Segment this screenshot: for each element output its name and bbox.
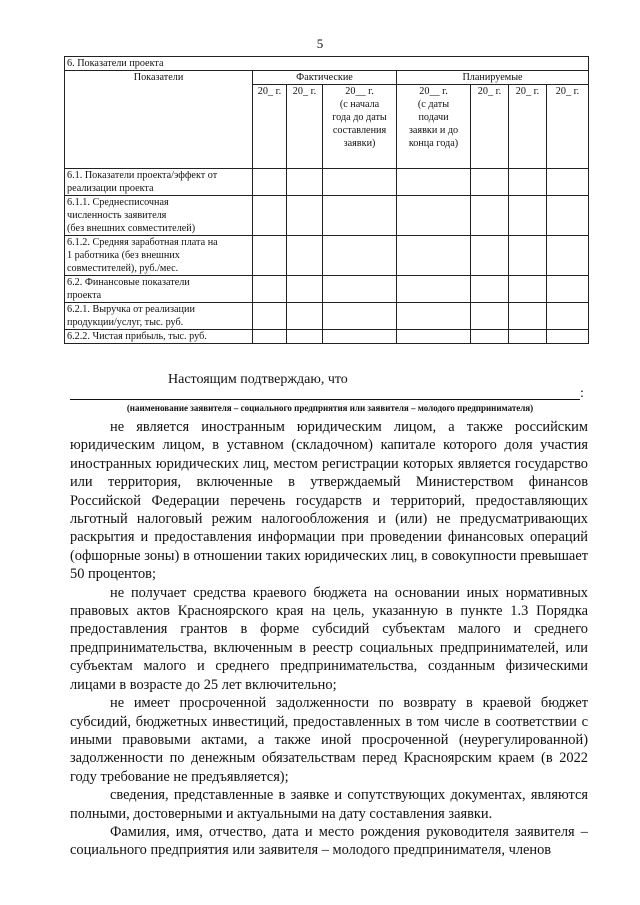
header-line: заявки и до <box>408 125 459 136</box>
paragraph-no-regional-funds: не получает средства краевого бюджета на основании иных нормативных правовых актов Красноярского края на цель, указанную в пункте 1.3 Порядка предоставления грантов в форме субсидий субъектам малого и среднего предпринимательства, включенным в реестр социальных предпринимателей, или субъектам малого и среднего предпринимательства, созданным физическими лицами в возрасте до 25 лет включительно; <box>70 584 588 693</box>
planned-current-year-header <box>397 85 471 169</box>
table-cell <box>323 236 397 276</box>
header-line: 20__ г. <box>419 86 448 97</box>
header-line: составления <box>332 125 387 136</box>
row-label <box>65 330 253 344</box>
table-cell <box>471 276 509 303</box>
table-cell <box>323 330 397 344</box>
row-label <box>65 196 253 236</box>
row-label-line: 1 работника (без внешних <box>67 250 180 261</box>
table-row <box>65 169 589 196</box>
table-cell <box>509 330 547 344</box>
indicators-column-header: Показатели <box>65 71 253 169</box>
row-label-line: 6.2.2. Чистая прибыль, тыс. руб. <box>67 331 207 342</box>
project-indicators-table <box>64 56 589 344</box>
applicant-name-caption: (наименование заявителя – социального предприятия или заявителя – молодого предпринимателя) <box>126 403 534 413</box>
header-line: подачи <box>418 112 449 123</box>
paragraph-not-foreign-entity: не является иностранным юридическим лицом, а также российским юридическим лицом, в уставном (складочном) капитале которого доля участия иностранных юридических лиц, местом регистрации которых является государство или территория, включенные в утверждаемый Министерством финансов Российской Федерации перечень государств и территорий, предоставляющих льготный налоговый режим налогообложения и (или) не предусматривающих раскрытия и предоставления информации при проведении финансовых операций (офшорные зоны) в отношении таких юридических лиц, в совокупности превышает 50 процентов; <box>70 419 588 583</box>
table-cell <box>287 330 323 344</box>
row-label <box>65 303 253 330</box>
actual-current-year-header <box>323 85 397 169</box>
table-cell <box>471 303 509 330</box>
table-row <box>65 236 589 276</box>
table-cell <box>323 276 397 303</box>
row-label-line: 6.1.2. Средняя заработная плата на <box>67 237 218 248</box>
table-row <box>65 330 589 344</box>
planned-year-3-header: 20_ г. <box>547 85 589 169</box>
table-cell <box>253 276 287 303</box>
header-line: конца года) <box>408 138 459 149</box>
paragraph-no-overdue-debt: не имеет просроченной задолженности по возврату в краевой бюджет субсидий, бюджетных инвестиций, предоставленных в том числе в соответствии с иными правовыми актами, а также иной просроченной (неурегулированной) задолженности по денежным обязательствам перед Красноярским краем (в 2022 году требование не предъявляется); <box>70 695 588 785</box>
row-label-line: численность заявителя <box>67 210 167 221</box>
project-indicators-table-wrapper <box>64 56 588 344</box>
table-cell <box>287 236 323 276</box>
row-label-line: 6.2. Финансовые показатели <box>67 277 190 288</box>
paragraph-head-details: Фамилия, имя, отчество, дата и место рождения руководителя заявителя – социального предприятия или заявителя – молодого предпринимателя, членов <box>70 823 588 859</box>
row-label-line: 6.2.1. Выручка от реализации <box>67 304 195 315</box>
planned-year-2-header: 20_ г. <box>509 85 547 169</box>
table-cell <box>287 196 323 236</box>
table-section-title: 6. Показатели проекта <box>65 57 589 71</box>
row-label <box>65 276 253 303</box>
table-cell <box>397 169 471 196</box>
table-cell <box>287 303 323 330</box>
table-cell <box>323 169 397 196</box>
table-cell <box>253 169 287 196</box>
table-cell <box>471 236 509 276</box>
table-cell <box>287 276 323 303</box>
table-cell <box>471 330 509 344</box>
row-label-line: проекта <box>67 290 102 301</box>
table-row <box>65 276 589 303</box>
row-label <box>65 236 253 276</box>
header-line: 20__ г. <box>345 86 374 97</box>
table-cell <box>509 303 547 330</box>
row-label-line: 6.1. Показатели проекта/эффект от <box>67 170 218 181</box>
row-label-line: продукции/услуг, тыс. руб. <box>67 317 184 328</box>
blank-colon: : <box>580 386 584 401</box>
row-label-line: реализации проекта <box>67 183 154 194</box>
table-cell <box>397 236 471 276</box>
planned-year-1-header: 20_ г. <box>471 85 509 169</box>
table-cell <box>323 303 397 330</box>
confirmation-body <box>70 418 588 860</box>
table-cell <box>547 276 589 303</box>
row-label-line: (без внешних совместителей) <box>67 223 196 234</box>
row-label <box>65 169 253 196</box>
actual-year-2-header: 20_ г. <box>287 85 323 169</box>
header-line: года до даты <box>332 112 387 123</box>
table-cell <box>547 303 589 330</box>
table-cell <box>287 169 323 196</box>
applicant-name-blank-line <box>70 399 580 400</box>
table-row <box>65 196 589 236</box>
table-cell <box>509 236 547 276</box>
actual-group-header: Фактические <box>253 71 397 85</box>
row-label-line: совместителей), руб./мес. <box>67 263 179 274</box>
table-cell <box>253 330 287 344</box>
table-cell <box>397 196 471 236</box>
header-line: (с даты <box>417 99 450 110</box>
table-cell <box>509 169 547 196</box>
row-label-line: 6.1.1. Среднесписочная <box>67 197 169 208</box>
table-cell <box>253 196 287 236</box>
header-line: (с начала <box>339 99 380 110</box>
page-number: 5 <box>316 36 324 51</box>
table-cell <box>509 196 547 236</box>
paragraph-information-complete: сведения, представленные в заявке и сопутствующих документах, являются полными, достоверными и актуальными на дату составления заявки. <box>70 787 588 822</box>
table-cell <box>547 236 589 276</box>
actual-year-1-header: 20_ г. <box>253 85 287 169</box>
table-row <box>65 303 589 330</box>
table-cell <box>547 330 589 344</box>
table-cell <box>471 169 509 196</box>
table-cell <box>397 330 471 344</box>
table-cell <box>471 196 509 236</box>
table-cell <box>253 303 287 330</box>
table-cell <box>547 196 589 236</box>
table-cell <box>323 196 397 236</box>
planned-group-header: Планируемые <box>397 71 589 85</box>
table-cell <box>509 276 547 303</box>
confirmation-intro: Настоящим подтверждаю, что <box>168 372 348 387</box>
header-line: заявки) <box>343 138 376 149</box>
table-cell <box>397 303 471 330</box>
table-cell <box>397 276 471 303</box>
table-cell <box>547 169 589 196</box>
table-cell <box>253 236 287 276</box>
